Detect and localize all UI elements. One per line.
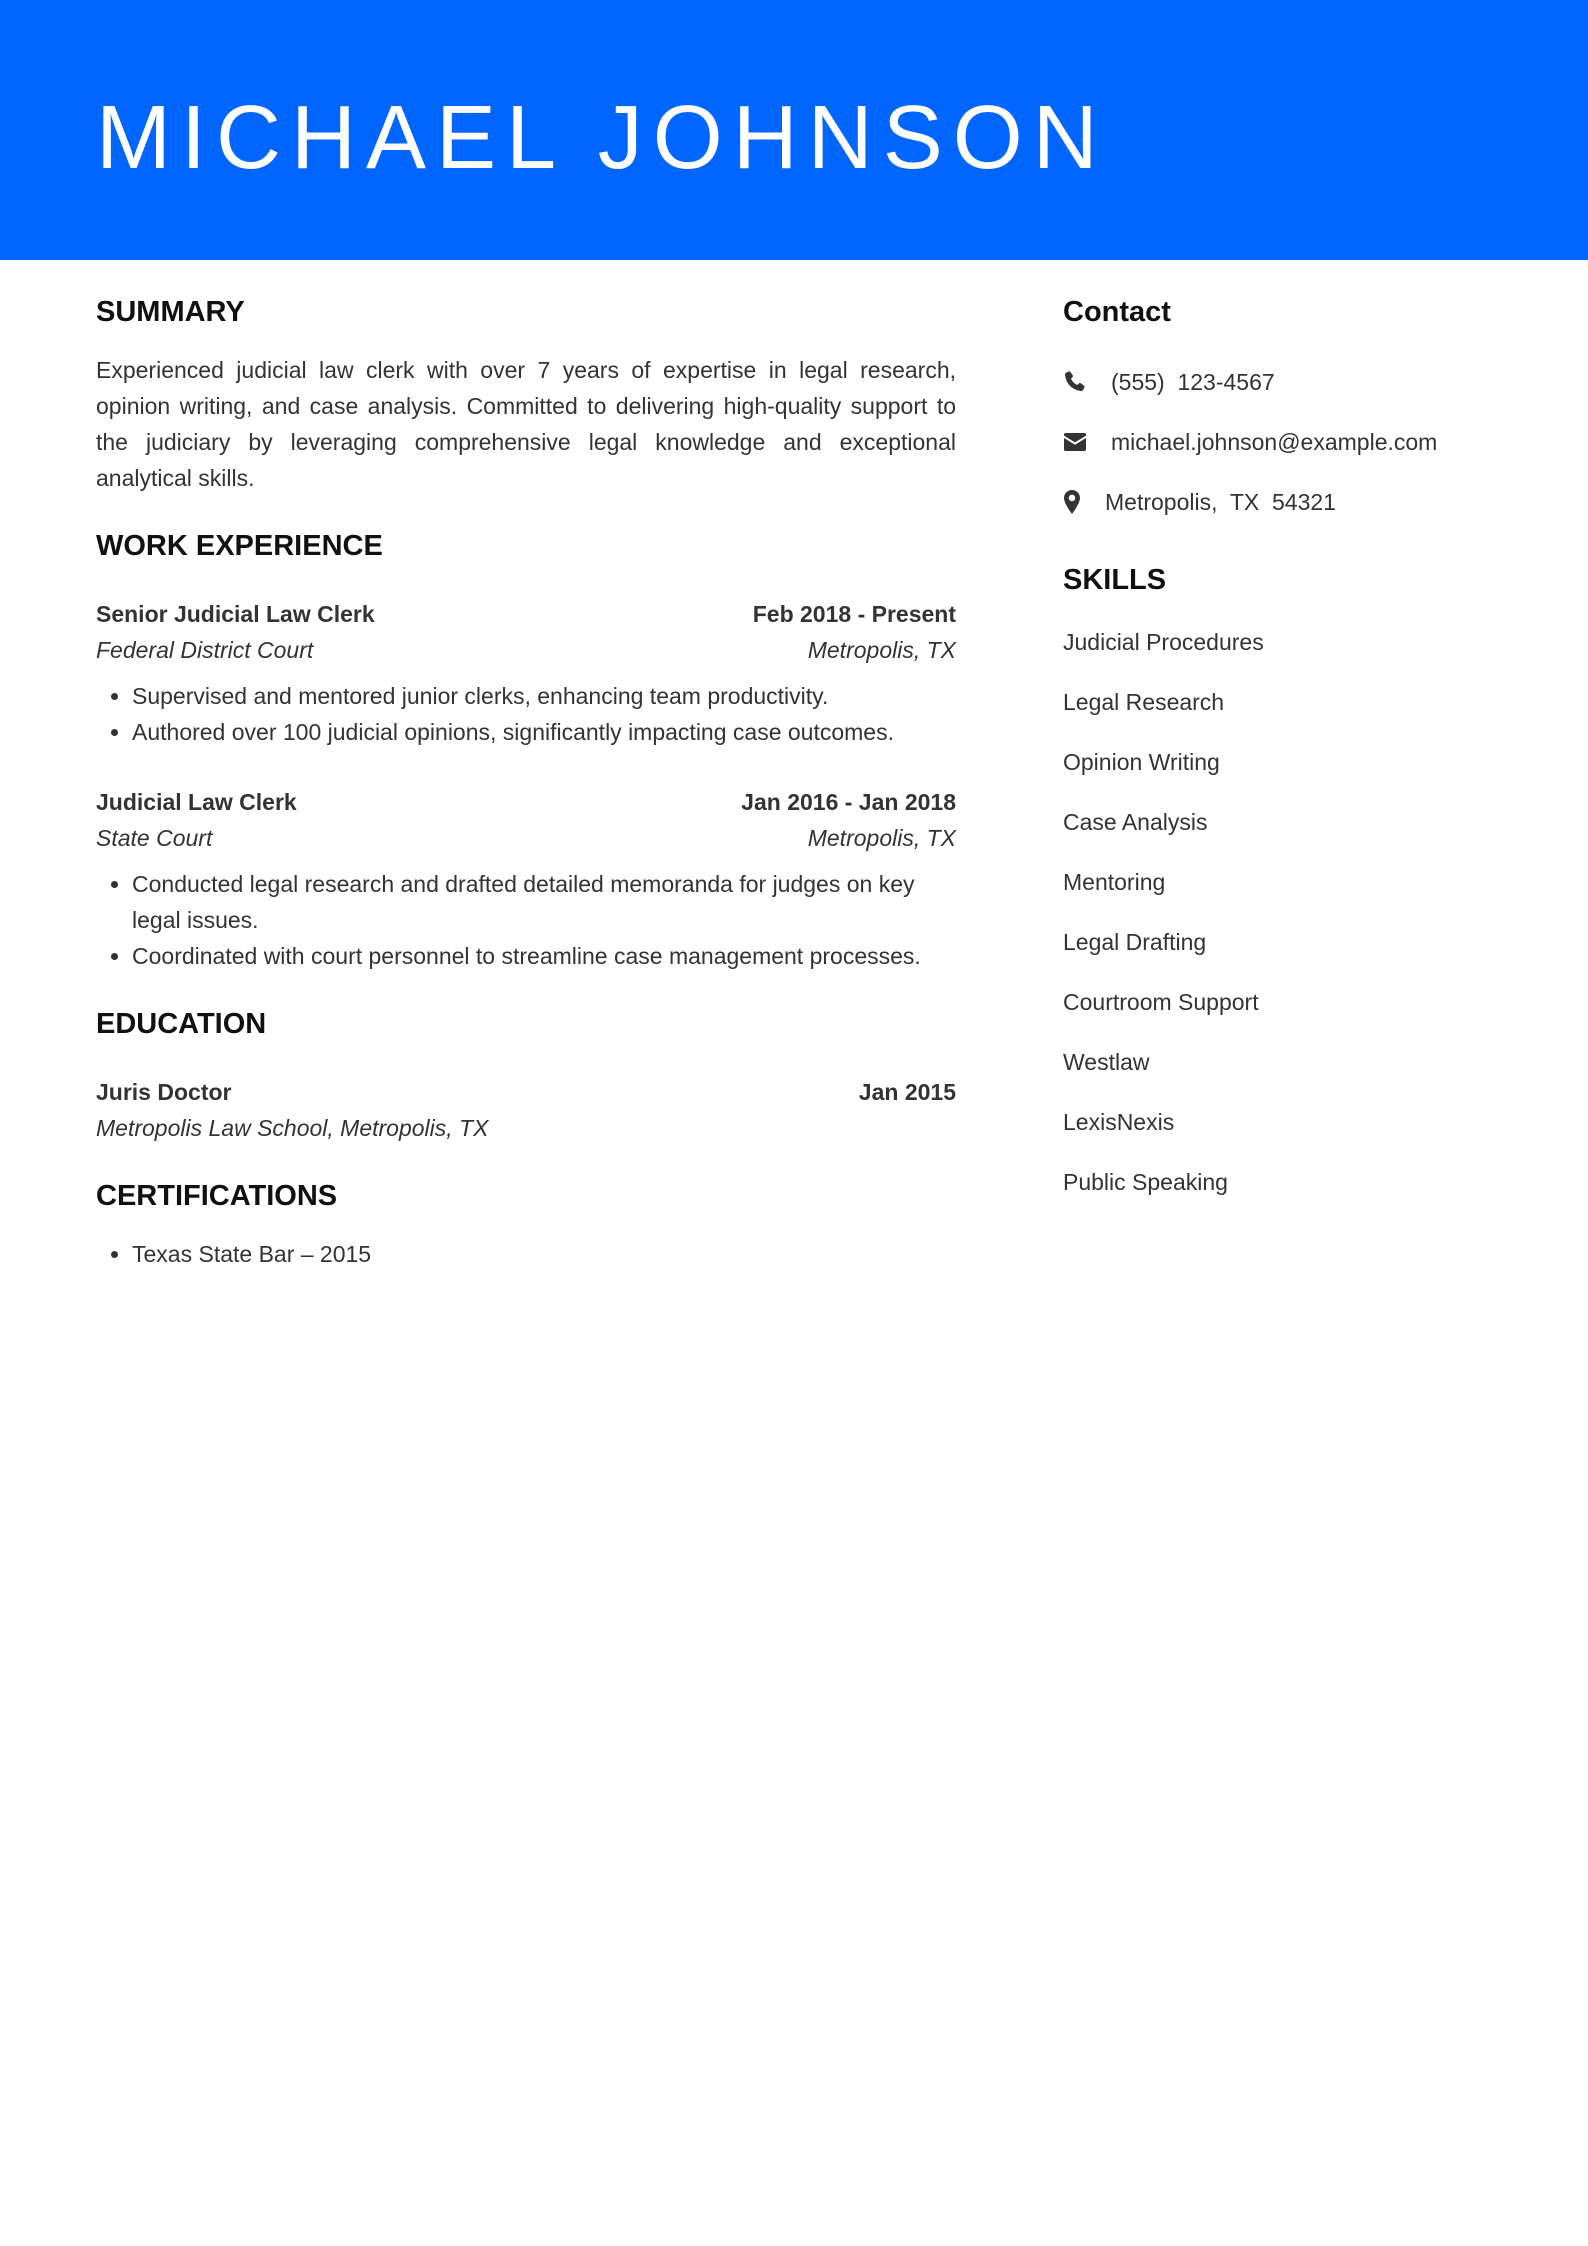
job-entry: [96, 596, 956, 750]
contact-email: [1063, 424, 1523, 460]
summary-title: SUMMARY: [96, 296, 245, 328]
job-org: State Court: [96, 825, 213, 851]
certification-list: [96, 1236, 956, 1272]
job-dates: Jan 2016 - Jan 2018: [741, 789, 956, 815]
sidebar-column: [1063, 290, 1523, 1224]
skill-item: Opinion Writing: [1063, 749, 1220, 775]
education-entry: [96, 1074, 956, 1146]
contact-list: [1063, 364, 1523, 520]
envelope-icon: [1063, 424, 1087, 460]
degree: Juris Doctor: [96, 1079, 232, 1105]
education-date: Jan 2015: [858, 1079, 956, 1105]
job-bullet: • Authored over 100 judicial opinions, significantly impacting case outcomes.: [132, 714, 956, 750]
skill-item: Courtroom Support: [1063, 989, 1259, 1015]
school: Metropolis Law School, Metropolis, TX: [96, 1115, 489, 1141]
education-title: EDUCATION: [96, 1008, 267, 1040]
skill-item: Case Analysis: [1063, 809, 1208, 835]
certifications-title: CERTIFICATIONS: [96, 1180, 338, 1212]
job-bullet: • Supervised and mentored junior clerks, enhancing team productivity.: [132, 678, 956, 714]
job-entry: [96, 784, 956, 974]
skill-list: [1063, 624, 1523, 1200]
map-marker-icon: [1063, 484, 1081, 520]
job-bullet: • Conducted legal research and drafted detailed memoranda for judges on key legal issues.: [132, 866, 956, 938]
job-bullet: • Coordinated with court personnel to streamline case management processes.: [132, 938, 956, 974]
skill-item: Judicial Procedures: [1063, 629, 1264, 655]
skill-item: Public Speaking: [1063, 1169, 1228, 1195]
certification-item: • Texas State Bar – 2015: [132, 1236, 956, 1272]
skills-title: SKILLS: [1063, 564, 1167, 596]
contact-title: Contact: [1063, 296, 1171, 328]
job-location: Metropolis, TX: [807, 825, 956, 851]
location-text: Metropolis, TX 54321: [1105, 489, 1336, 515]
contact-phone: [1063, 364, 1523, 400]
job-role: Judicial Law Clerk: [96, 789, 297, 815]
skill-item: Legal Drafting: [1063, 929, 1207, 955]
skill-item: Mentoring: [1063, 869, 1166, 895]
work-experience-title: WORK EXPERIENCE: [96, 530, 383, 562]
skill-item: LexisNexis: [1063, 1109, 1175, 1135]
job-role: Senior Judicial Law Clerk: [96, 601, 375, 627]
job-bullets: [96, 866, 956, 974]
contact-location: [1063, 484, 1523, 520]
skill-item: Legal Research: [1063, 689, 1225, 715]
job-location: Metropolis, TX: [807, 637, 956, 663]
candidate-name: MICHAEL JOHNSON: [96, 88, 1108, 188]
main-column: [96, 290, 956, 1272]
summary-text: Experienced judicial law clerk with over 7 years of expertise in legal research, opinion writing, and case analysis. Committed to delivering high-quality support to the judiciary by leveraging comprehensive legal knowledge and exceptional analytical skills.: [96, 357, 956, 491]
phone-icon: [1063, 364, 1087, 400]
job-bullets: [96, 678, 956, 750]
phone-number: (555) 123-4567: [1111, 369, 1275, 395]
skill-item: Westlaw: [1063, 1049, 1150, 1075]
header-band: [0, 0, 1588, 260]
email-address: michael.johnson@example.com: [1111, 429, 1438, 455]
job-dates: Feb 2018 - Present: [752, 601, 956, 627]
job-org: Federal District Court: [96, 637, 314, 663]
